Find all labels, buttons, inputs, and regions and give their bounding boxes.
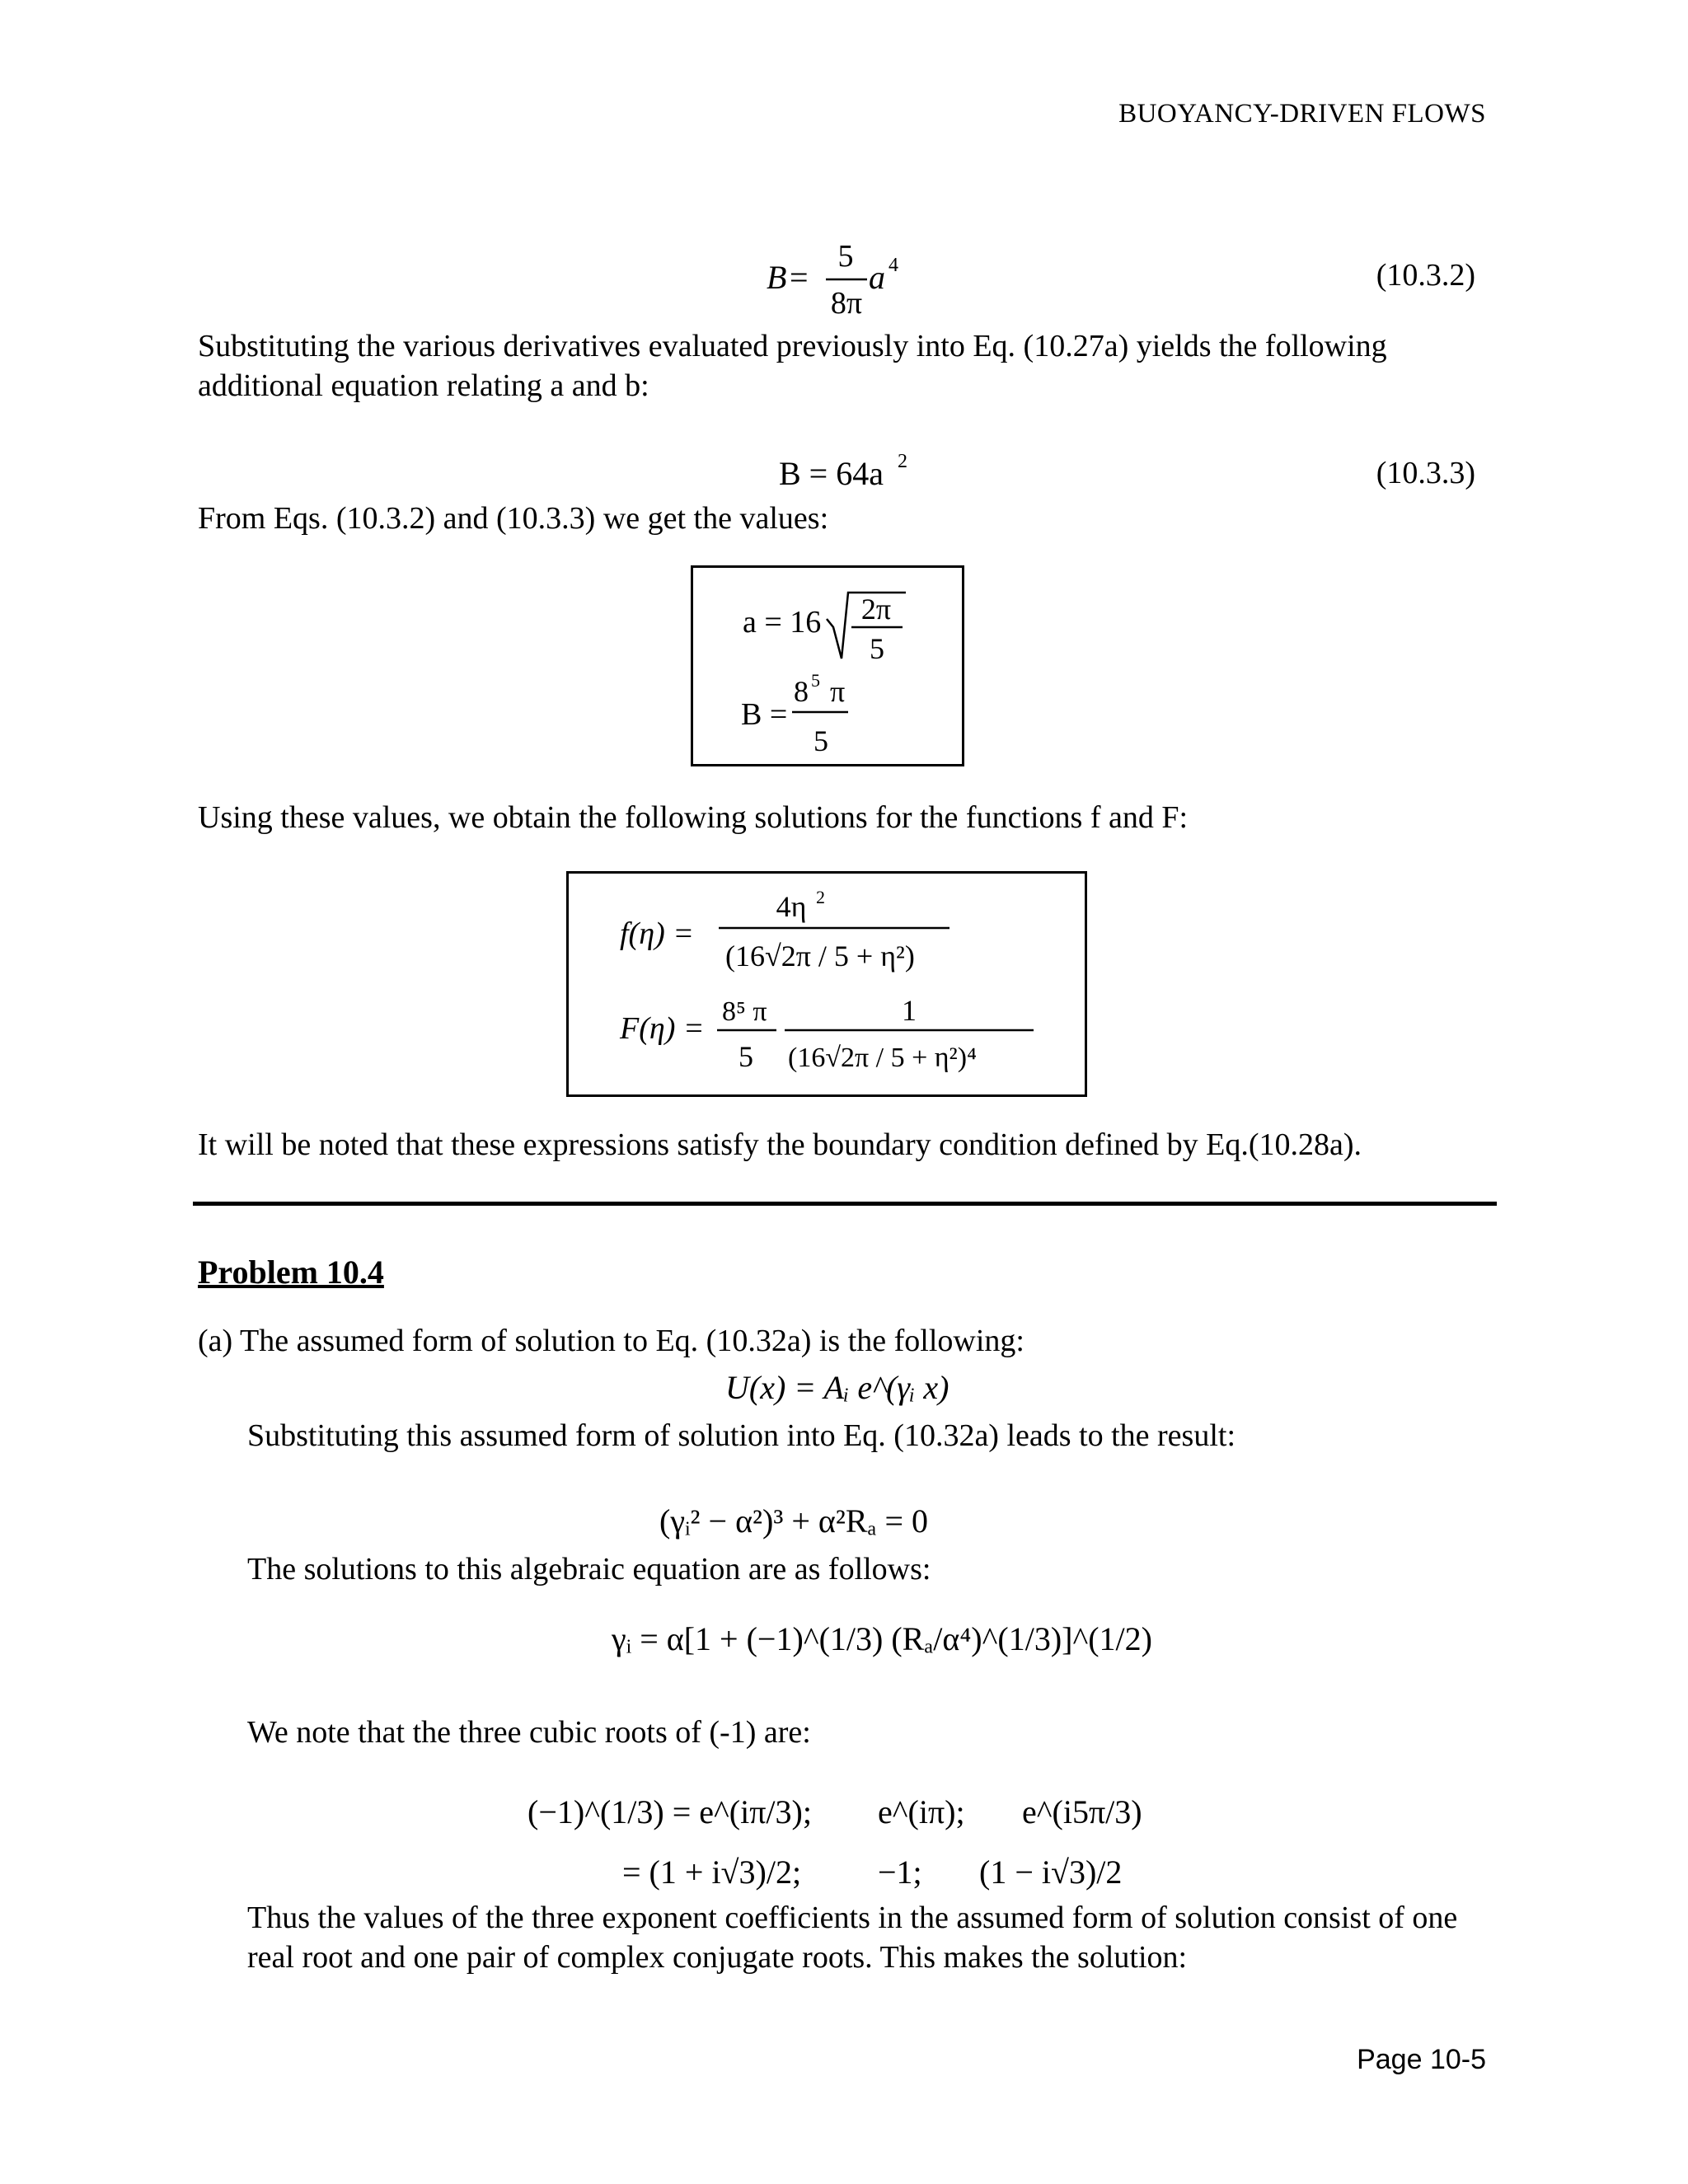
- paragraph: Using these values, we obtain the following solutions for the functions f and F:: [198, 800, 1189, 835]
- root-1-exp: (−1)^(1/3) = e^(iπ/3);: [528, 1793, 812, 1830]
- eq-exponent: 4: [889, 255, 898, 276]
- f-lhs: f(η) =: [620, 916, 694, 951]
- paragraph: Substituting this assumed form of solution into Eq. (10.32a) leads to the result:: [247, 1418, 1236, 1453]
- paragraph: Thus the values of the three exponent coefficients in the assumed form of solution consist of one real root and one pair of complex conjugate roots. This makes the solution:: [247, 1900, 1458, 1975]
- root-2-exp: e^(iπ);: [878, 1793, 965, 1830]
- eq-numerator: 5: [837, 239, 854, 274]
- a-radicand-den: 5: [870, 632, 884, 665]
- paragraph: From Eqs. (10.3.2) and (10.3.3) we get the values:: [198, 501, 829, 536]
- page-number: Page 10-5: [1357, 2044, 1486, 2075]
- running-header: BUOYANCY-DRIVEN FLOWS: [1118, 99, 1486, 129]
- a-radicand-num: 2π: [860, 593, 892, 626]
- characteristic-equation: (γᵢ² − α²)³ + α²Rₐ = 0: [659, 1502, 929, 1540]
- F-lhs: F(η) =: [620, 1011, 705, 1046]
- eq-denominator: 8π: [830, 286, 863, 321]
- eq-body: B = 64a: [779, 455, 884, 492]
- eq-lhs: B: [767, 259, 787, 296]
- b-num-tail: π: [830, 675, 846, 708]
- F-num: 1: [902, 994, 917, 1027]
- assumed-form-equation: U(x) = Aᵢ e^(γᵢ x): [725, 1369, 950, 1406]
- b-den: 5: [814, 724, 828, 757]
- result-box-a-b: [691, 565, 964, 766]
- paragraph: Substituting the various derivatives evaluated previously into Eq. (10.27a) yields the following additional equation relating a and b:: [198, 329, 1387, 403]
- eq-exponent: 2: [898, 451, 907, 472]
- root-3-exp: e^(i5π/3): [1022, 1793, 1142, 1830]
- paragraph: It will be noted that these expressions satisfy the boundary condition defined by Eq.(10.28a).: [198, 1127, 1362, 1162]
- F-const-num: 8⁵ π: [722, 996, 767, 1027]
- b-lhs: B =: [741, 697, 788, 732]
- section-divider: [193, 1202, 1497, 1206]
- F-const-den: 5: [738, 1040, 753, 1073]
- b-num: 8: [794, 675, 809, 708]
- b-num-exp: 5: [811, 670, 820, 691]
- problem-title: Problem 10.4: [198, 1254, 384, 1291]
- eq-tail: a: [869, 259, 885, 296]
- f-num: 4η: [776, 890, 807, 923]
- root-3-value: (1 − i√3)/2: [979, 1854, 1123, 1891]
- equation-10-3-2: [767, 235, 948, 326]
- equation-number: (10.3.2): [1376, 258, 1475, 293]
- equation-number: (10.3.3): [1376, 456, 1475, 490]
- f-den: (16√2π / 5 + η²): [725, 940, 915, 972]
- root-2-value: −1;: [878, 1854, 922, 1891]
- svg-text:=: =: [790, 259, 809, 296]
- gamma-solution-equation: γᵢ = α[1 + (−1)^(1/3) (Rₐ/α⁴)^(1/3)]^(1/2): [612, 1620, 1152, 1657]
- equation-10-3-3: [779, 449, 927, 499]
- result-box-functions: [566, 871, 1087, 1097]
- paragraph: We note that the three cubic roots of (-1) are:: [247, 1715, 811, 1750]
- F-den: (16√2π / 5 + η²)⁴: [788, 1043, 977, 1073]
- paragraph: (a) The assumed form of solution to Eq. (10.32a) is the following:: [198, 1324, 1025, 1358]
- paragraph: The solutions to this algebraic equation are as follows:: [247, 1552, 931, 1586]
- a-lhs: a = 16: [743, 605, 822, 640]
- f-num-exp: 2: [816, 887, 825, 907]
- root-1-value: = (1 + i√3)/2;: [622, 1854, 802, 1891]
